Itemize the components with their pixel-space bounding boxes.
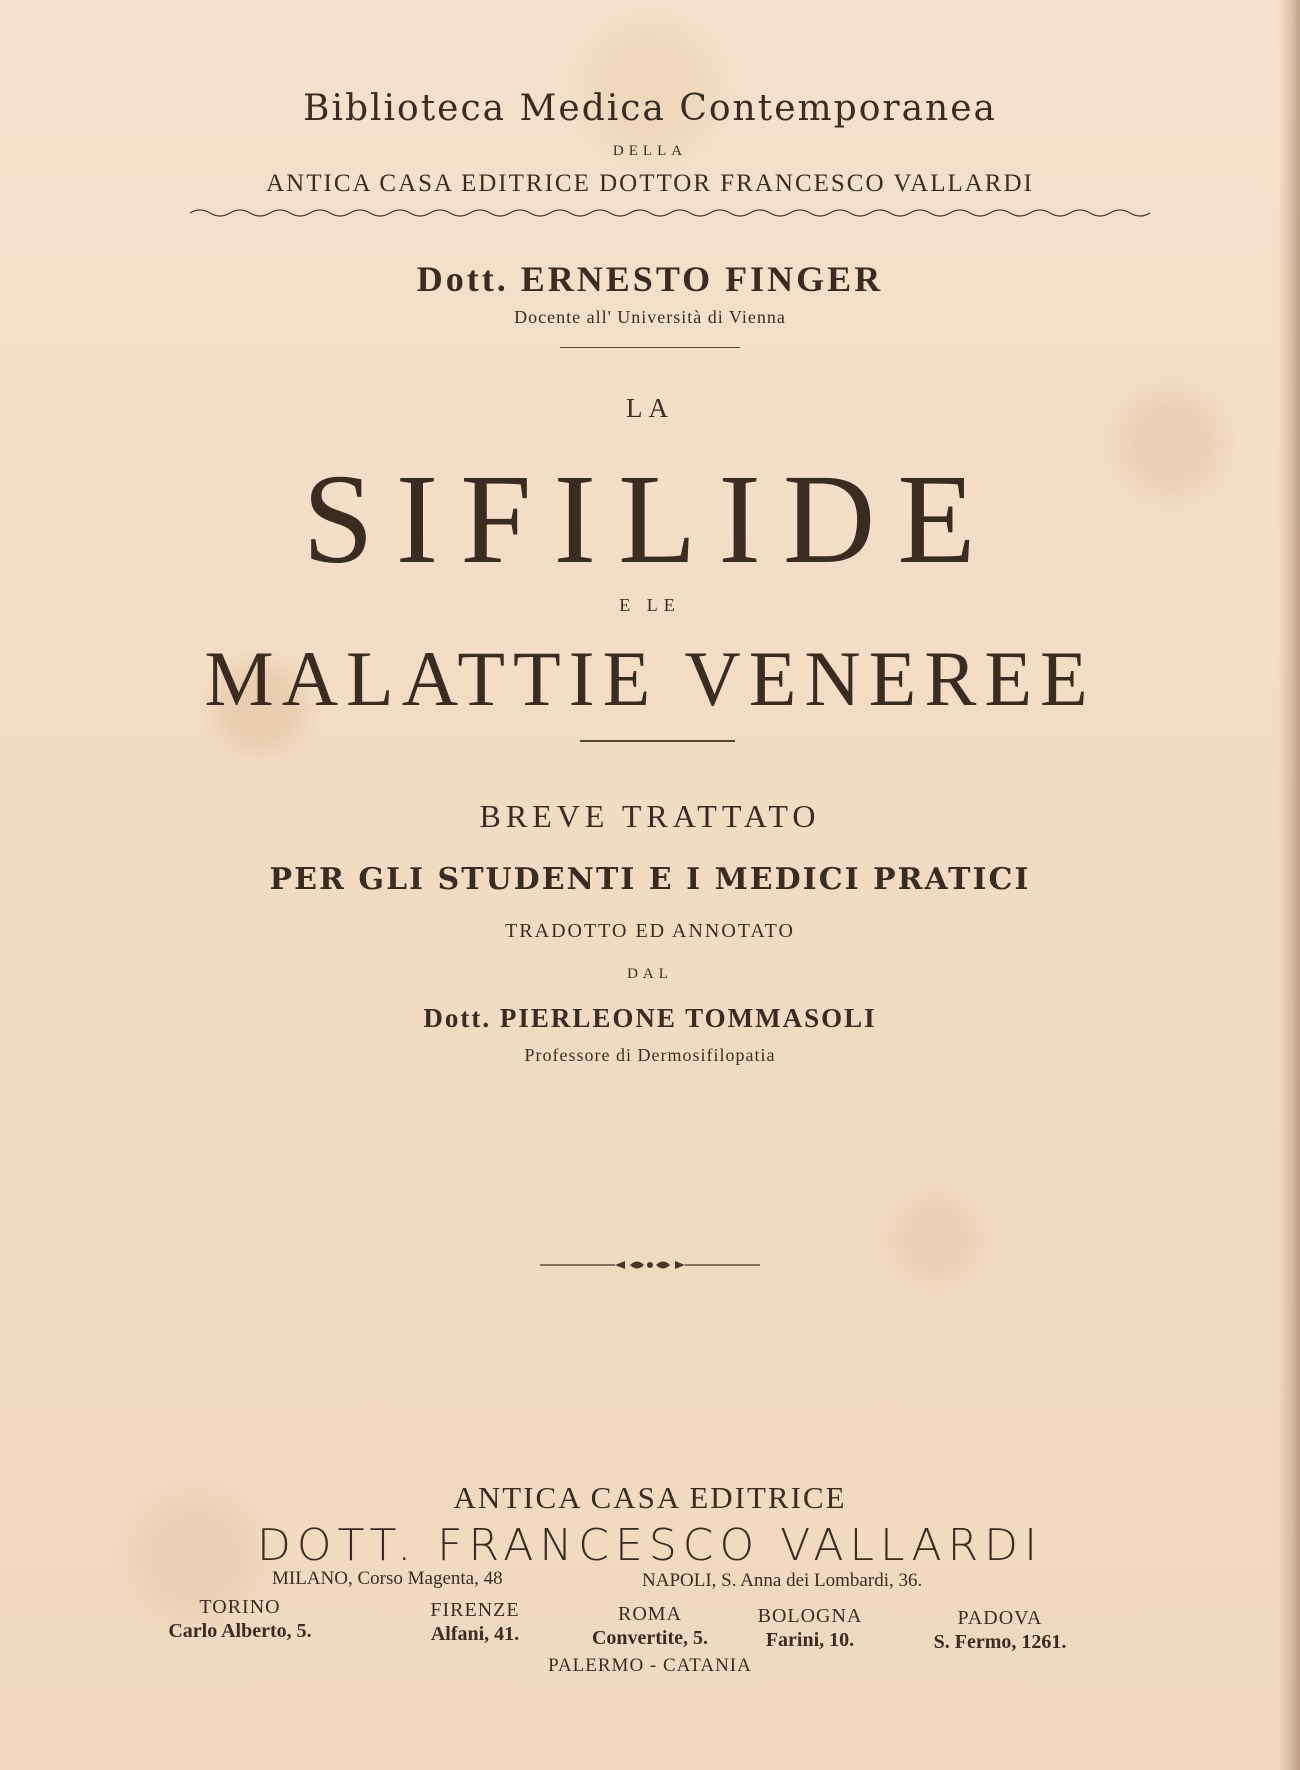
address-napoli: NAPOLI, S. Anna dei Lombardi, 36. (642, 1570, 923, 1591)
subtitle-line-3: TRADOTTO ED ANNOTATO (505, 920, 795, 942)
city-address: Alfani, 41. (430, 1623, 520, 1645)
city-address: S. Fermo, 1261. (933, 1631, 1067, 1653)
author-name: Dott. ERNESTO FINGER (416, 259, 884, 299)
city-torino (140, 1595, 340, 1643)
address-palermo-catania: PALERMO - CATANIA (548, 1655, 752, 1676)
city-name: TORINO (199, 1596, 281, 1618)
city-name: BOLOGNA (757, 1605, 863, 1627)
title-article: LA (626, 393, 674, 423)
address-milano: MILANO, Corso Magenta, 48 (272, 1568, 503, 1589)
translator-title: Professore di Dermosifilopatia (524, 1045, 776, 1065)
author-affiliation: Docente all' Università di Vienna (514, 307, 786, 327)
city-address: Carlo Alberto, 5. (168, 1620, 312, 1642)
city-address: Farini, 10. (765, 1629, 855, 1651)
publisher-header: ANTICA CASA EDITRICE DOTTOR FRANCESCO VALLARDI (266, 170, 1034, 197)
second-title: MALATTIE VENEREE (204, 635, 1096, 722)
fleuron-ornament (540, 1255, 760, 1275)
title-connector: E LE (619, 595, 681, 615)
main-title: SIFILIDE (302, 448, 998, 590)
imprint-line-1: ANTICA CASA EDITRICE (453, 1480, 847, 1515)
translator-name: Dott. PIERLEONE TOMMASOLI (423, 1003, 877, 1033)
series-title: Biblioteca Medica Contemporanea (302, 88, 997, 129)
subtitle-line-4: DAL (627, 966, 673, 982)
city-padova (900, 1606, 1100, 1654)
city-name: FIRENZE (430, 1599, 520, 1621)
subtitle-line-2: PER GLI STUDENTI E I MEDICI PRATICI (269, 862, 1031, 897)
city-address: Convertite, 5. (591, 1627, 709, 1649)
city-name: ROMA (617, 1603, 682, 1625)
divider-short (560, 347, 740, 348)
wavy-rule-ornament (190, 205, 1150, 221)
city-bologna (710, 1604, 910, 1652)
city-firenze (375, 1598, 575, 1646)
della-label: DELLA (612, 143, 688, 159)
subtitle-line-1: BREVE TRATTATO (479, 798, 821, 834)
divider-title (580, 740, 735, 742)
city-name: PADOVA (957, 1607, 1043, 1629)
imprint-publisher: DOTT. FRANCESCO VALLARDI (256, 1520, 1044, 1571)
